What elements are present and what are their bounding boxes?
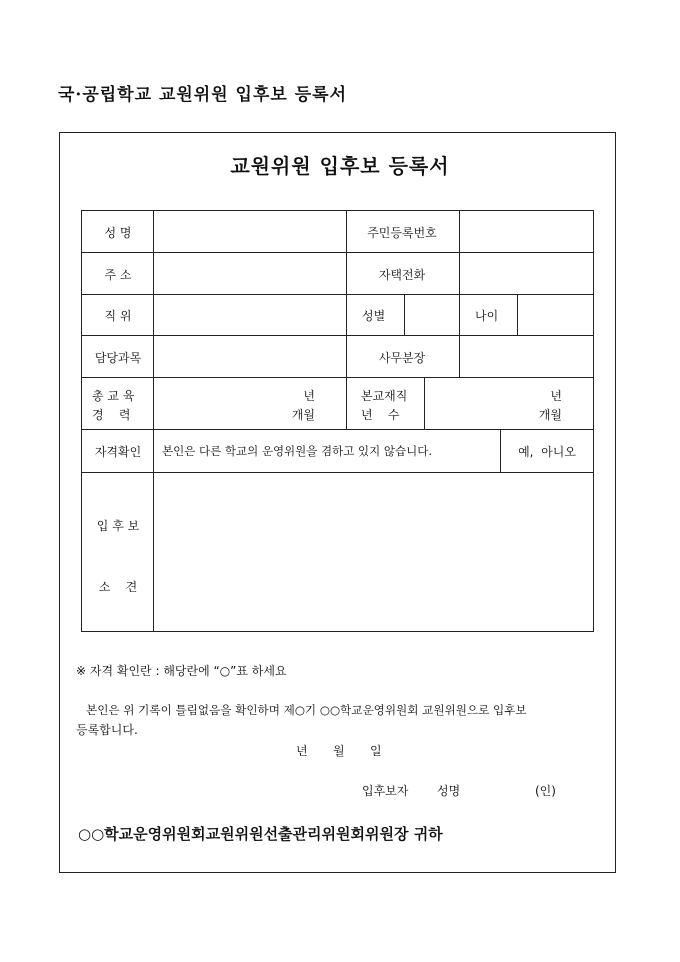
seal-label: (인): [535, 784, 556, 798]
candidate-label: 입후보자: [362, 784, 409, 798]
career-year-unit: 년: [303, 389, 315, 403]
total-career-label-line1: 총 교 육: [92, 389, 135, 403]
duties-label: 사무분장: [378, 351, 426, 365]
position-label: 직 위: [104, 309, 132, 323]
tenure-label-line1: 본교재직: [361, 389, 408, 403]
subject-label: 담당과목: [94, 351, 142, 365]
resident-number-label: 주민등록번호: [367, 226, 437, 240]
qualification-statement: 본인은 다른 학교의 운영위원을 겸하고 있지 않습니다.: [162, 444, 432, 458]
date-day: 일: [370, 744, 382, 758]
confirmation-text-line1: 본인은 위 기록이 틀림없음을 확인하며 제○기 ○○학교운영위원회 교원위원으로 입후보: [86, 703, 527, 717]
form-title: 교원위원 입후보 등록서: [230, 154, 450, 178]
confirmation-text-line2: 등록합니다.: [76, 723, 138, 737]
tenure-month-unit: 개월: [538, 408, 562, 422]
opinion-label-line2: 소 견: [98, 580, 138, 594]
home-phone-label: 자택전화: [378, 268, 426, 282]
signature-name-label: 성명: [437, 784, 461, 798]
total-career-label-line2: 경 력: [92, 408, 131, 422]
age-label: 나이: [475, 309, 499, 323]
check-note: ※ 자격 확인란 : 해당란에 “○”표 하세요: [76, 664, 287, 678]
gender-label: 성별: [362, 309, 386, 323]
qualification-options[interactable]: 예, 아니오: [518, 445, 576, 459]
tenure-label-line2: 년 수: [361, 408, 400, 422]
qualification-label: 자격확인: [94, 445, 142, 459]
opinion-label-line1: 입 후 보: [96, 519, 140, 533]
addressee: ○○학교운영위원회교원위원선출관리위원회위원장 귀하: [78, 825, 443, 843]
document-heading: 국·공립학교 교원위원 입후보 등록서: [58, 85, 348, 105]
name-label: 성 명: [104, 226, 132, 240]
date-month: 월: [333, 744, 345, 758]
date-year: 년: [296, 744, 308, 758]
tenure-year-unit: 년: [550, 389, 562, 403]
address-label: 주 소: [104, 268, 132, 282]
registration-table: [81, 210, 594, 632]
career-month-unit: 개월: [291, 408, 315, 422]
